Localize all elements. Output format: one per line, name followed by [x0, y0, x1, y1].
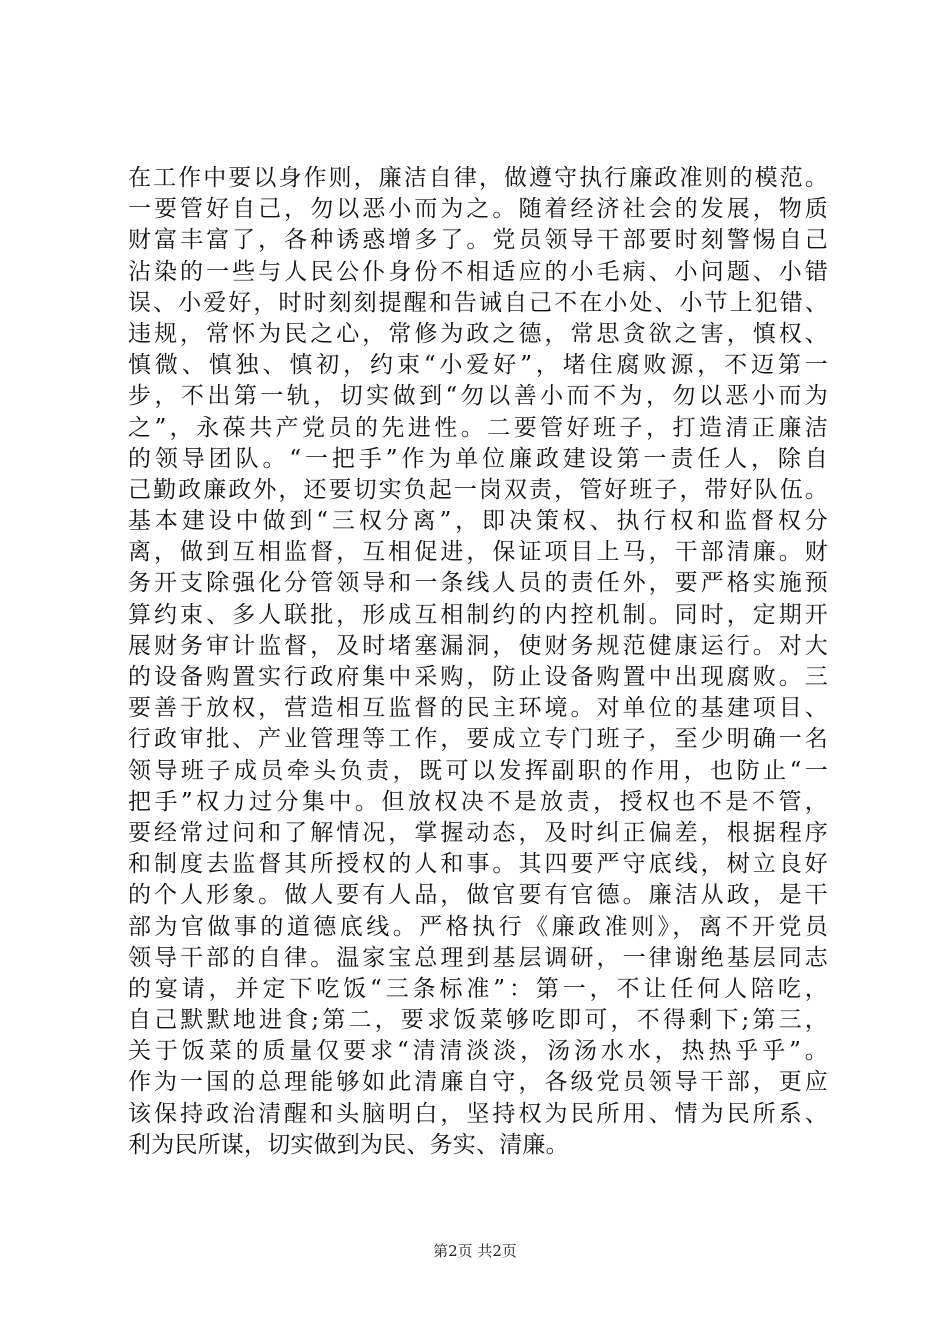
text-line: 违规，常怀为民之心，常修为政之德，常思贪欲之害，慎权、 — [128, 320, 828, 347]
text-line: 把手”权力过分集中。但放权决不是放责，授权也不是不管， — [128, 788, 828, 815]
text-line: 关于饭菜的质量仅要求“清清淡淡，汤汤水水，热热乎乎”。 — [128, 1038, 828, 1065]
text-line: 的宴请，并定下吃饭“三条标准”：第一，不让任何人陪吃， — [128, 975, 828, 1002]
text-line: 要善于放权，营造相互监督的民主环境。对单位的基建项目、 — [128, 695, 828, 722]
text-line: 展财务审计监督，及时堵塞漏洞，使财务规范健康运行。对大 — [128, 632, 828, 659]
text-line: 己勤政廉政外，还要切实负起一岗双责，管好班子，带好队伍。 — [128, 476, 828, 503]
body-text — [128, 163, 828, 1161]
text-line: 的设备购置实行政府集中采购，防止设备购置中出现腐败。三 — [128, 664, 828, 690]
text-line: 步，不出第一轨，切实做到“勿以善小而不为，勿以恶小而为 — [128, 383, 828, 410]
text-line: 利为民所谋，切实做到为民、务实、清廉。 — [128, 1131, 569, 1158]
text-line: 沾染的一些与人民公仆身份不相适应的小毛病、小问题、小错 — [128, 258, 828, 285]
text-line: 领导班子成员牵头负责，既可以发挥副职的作用，也防止“一 — [128, 757, 828, 784]
text-line: 要经常过问和了解情况，掌握动态，及时纠正偏差，根据程序 — [128, 819, 828, 846]
text-line: 作为一国的总理能够如此清廉自守，各级党员领导干部，更应 — [128, 1069, 828, 1096]
text-line: 财富丰富了，各种诱惑增多了。党员领导干部要时刻警惕自己 — [128, 227, 828, 254]
text-line: 自己默默地进食;第二，要求饭菜够吃即可，不得剩下;第三， — [128, 1007, 828, 1034]
text-line: 务开支除强化分管领导和一条线人员的责任外，要严格实施预 — [128, 570, 828, 597]
text-line: 算约束、多人联批，形成互相制约的内控机制。同时，定期开 — [128, 601, 828, 628]
text-line: 该保持政治清醒和头脑明白，坚持权为民所用、情为民所系、 — [128, 1100, 828, 1127]
text-line: 的领导团队。“一把手”作为单位廉政建设第一责任人，除自 — [128, 445, 828, 472]
text-line: 行政审批、产业管理等工作，要成立专门班子，至少明确一名 — [128, 726, 828, 753]
text-line: 和制度去监督其所授权的人和事。其四要严守底线，树立良好 — [128, 851, 828, 878]
text-line: 领导干部的自律。温家宝总理到基层调研，一律谢绝基层同志 — [128, 944, 828, 971]
text-line: 之”，永葆共产党员的先进性。二要管好班子，打造清正廉洁 — [128, 414, 828, 441]
page-footer: 第2页 共2页 — [433, 1242, 517, 1260]
text-line: 部为官做事的道德底线。严格执行《廉政准则》，离不开党员 — [128, 913, 828, 940]
text-line: 一要管好自己，勿以恶小而为之。随着经济社会的发展，物质 — [128, 196, 828, 223]
text-line: 误、小爱好，时时刻刻提醒和告诫自己不在小处、小节上犯错、 — [128, 289, 828, 316]
text-line: 基本建设中做到“三权分离”，即决策权、执行权和监督权分 — [128, 508, 828, 535]
text-line: 离，做到互相监督，互相促进，保证项目上马，干部清廉。财 — [128, 539, 828, 566]
text-line: 的个人形象。做人要有人品，做官要有官德。廉洁从政，是干 — [128, 882, 828, 909]
text-line: 在工作中要以身作则，廉洁自律，做遵守执行廉政准则的模范。 — [128, 165, 828, 191]
text-line: 慎微、慎独、慎初，约束“小爱好”，堵住腐败源，不迈第一 — [128, 352, 828, 379]
